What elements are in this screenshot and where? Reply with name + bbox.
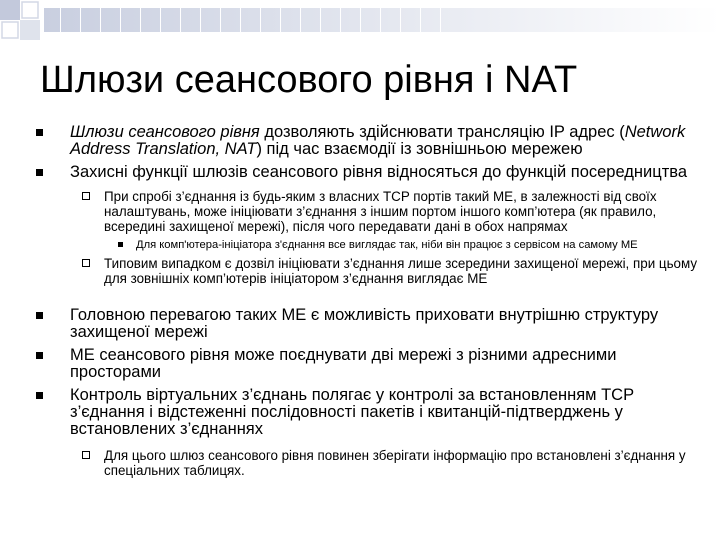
bullet-2-text: Захисні функції шлюзів сеансового рівня відносяться до функцій посередництва — [70, 163, 688, 181]
sub-bullet-3 — [36, 448, 708, 478]
hollow-square-bullet-icon — [82, 259, 90, 267]
square-bullet-icon — [36, 129, 43, 136]
square-bullet-icon — [36, 392, 43, 399]
square-bullet-icon — [36, 312, 43, 319]
sub-sub-bullet-1 — [36, 239, 708, 252]
sub-bullet-1-text: При спробі з’єднання із будь-яким з власних TCP портів такий МЕ, в залежності від своїх налаштувань, може ініціювати з’єднання з іншим портом іншого комп’ютера (як правило, всередині захищеної мережі), після чого передавати дані в обох напрямах — [104, 189, 657, 235]
hollow-square-bullet-icon — [82, 451, 90, 459]
square-bullet-icon — [36, 169, 43, 176]
bullet-2 — [36, 164, 708, 181]
bullet-5-text: Контроль віртуальних з’єднань полягає у контролі за встановленням TCP з’єднання і відстеженні послідовності пакетів і квитанцій-підтверджень у встановлених з’єднаннях — [70, 385, 634, 438]
square-bullet-icon — [36, 352, 43, 359]
slide-title: Шлюзи сеансового рівня і NAT — [40, 59, 578, 101]
bullet-3 — [36, 307, 708, 341]
sub-bullet-1 — [36, 189, 708, 235]
bullet-1 — [36, 124, 708, 158]
slide-content — [36, 118, 708, 478]
bullet-4 — [36, 347, 708, 381]
header-decoration — [0, 0, 720, 40]
sub-bullet-2 — [36, 256, 708, 286]
sub-bullet-2-text: Типовим випадком є дозвіл ініціювати з’єднання лише зсередини захищеної мережі, при цьому для зовнішніх комп’ютерів ініціатором з’єднання виглядає МЕ — [104, 256, 698, 287]
sub-bullet-3-text: Для цього шлюз сеансового рівня повинен зберігати інформацію про встановлені з’єднання у спеціальних таблицях. — [104, 447, 686, 478]
bullet-5 — [36, 387, 708, 438]
sub-sub-bullet-1-text: Для комп'ютера-ініціатора з'єднання все виглядає так, ніби він працює з сервісом на самому МЕ — [136, 238, 638, 251]
bullet-1-emphasis-nat: Network Address Translation, NAT — [70, 123, 686, 158]
bullet-1-emphasis: Шлюзи сеансового рівня — [70, 123, 260, 141]
bullet-3-text: Головною перевагою таких МЕ є можливість приховати внутрішню структуру захищеної мережі — [70, 305, 659, 341]
square-bullet-icon — [118, 242, 123, 247]
hollow-square-bullet-icon — [82, 192, 90, 200]
bullet-1-text-b: ) під час взаємодії із зовнішньою мережею — [256, 140, 583, 158]
bullet-1-text-a: дозволяють здійснювати трансляцію IP адрес ( — [259, 123, 625, 141]
bullet-4-text: МЕ сеансового рівня може поєднувати дві мережі з різними адресними просторами — [70, 345, 617, 381]
